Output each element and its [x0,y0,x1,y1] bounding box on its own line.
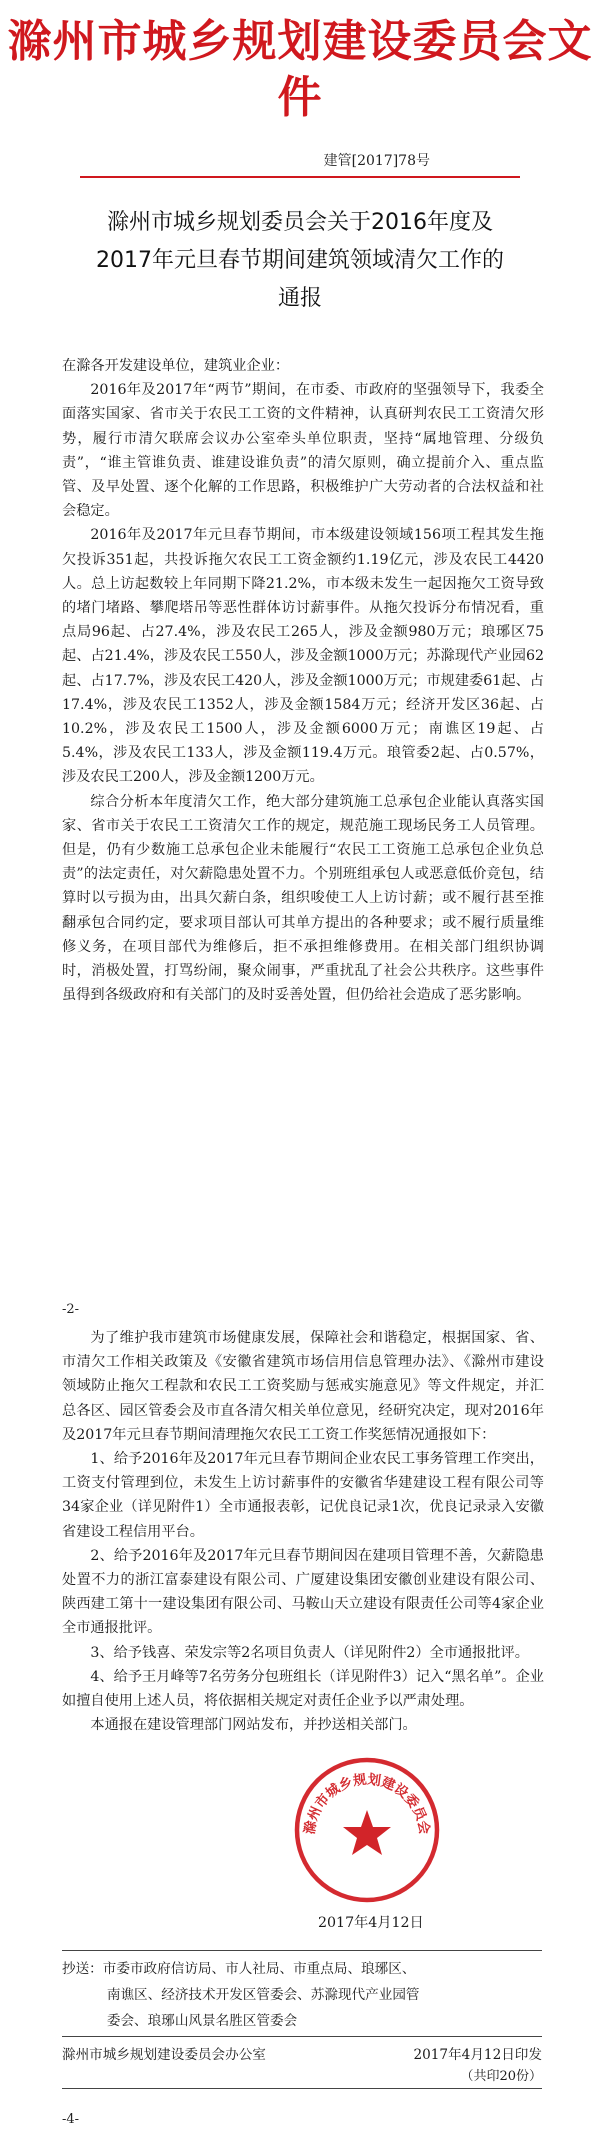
official-seal-icon [292,1755,442,1905]
issuing-office: 滁州市城乡规划建设委员会办公室 [62,2047,266,2063]
document-number: 建管[2017]78号 [323,153,430,169]
cc-block [62,1956,542,2034]
paragraph: 本通报在建设管理部门网站发布，并抄送相关部门。 [90,1717,417,1734]
masthead: 滁州市城乡规划建设委员会文件 [7,16,593,123]
page-number: -2- [62,1302,80,1317]
paragraph: 2016年及2017年“两节”期间，在市委、市政府的坚强领导下，我委全面落实国家、省市关于农民工工资的文件精神，认真研判农民工工资清欠形势，履行市清欠联席会议办公室牵头单位职责，坚持“属地管理、分级负责”，“谁主管谁负责、谁建设谁负责”的清欠原则，确立提前介入、重点监管、及早处置、逐个化解的工作思路，积极维护广大劳动者的合法权益和社会稳定。 [62,382,544,520]
cc-line: 南谯区、经济技术开发区管委会、苏滁现代产业园管 [106,1987,420,2003]
page-number: -4- [62,2112,80,2127]
cc-label: 抄送： [62,1961,103,1977]
paragraph: 3、给予钱喜、荣发宗等2名项目负责人（详见附件2）全市通报批评。 [90,1644,529,1661]
divider-line [62,2088,542,2089]
cc-line: 市委市政府信访局、市人社局、市重点局、琅琊区、 [102,1961,416,1977]
salutation: 在滁各开发建设单位，建筑业企业： [62,358,290,374]
paragraph: 4、给予王月峰等7名劳务分包班组长（详见附件3）记入“黑名单”。企业如擅自使用上述人员，将依据相关规定对责任企业予以严肃处理。 [62,1668,544,1710]
body-section-2 [62,1326,544,1737]
paragraph: 综合分析本年度清欠工作，绝大部分建筑施工总承包企业能认真落实国家、省市关于农民工工资清欠工作的规定，规范施工现场民务工人员管理。但是，仍有少数施工总承包企业未能履行“农民工工资施工总承包企业负总责”的法定责任，对欠薪隐患处置不力。个别班组承包人或恶意低价竞包，结算时以亏损为由，出具欠薪白条，组织唆使工人上访讨薪；或不履行甚至推翻承包合同约定，要求项目部认可其单方提出的各种要求；或不履行质量维修义务，在项目部代为维修后，拒不承担维修费用。在相关部门组织协调时，消极处置，打骂纷闹，聚众闹事，严重扰乱了社会公共秩序。这些事件虽得到各级政府和有关部门的及时妥善处置，但仍给社会造成了恶劣影响。 [62,793,544,1004]
paragraph: 1、给予2016年及2017年元旦春节期间企业农民工事务管理工作突出，工资支付管理到位，未发生上访讨薪事件的安徽省华建建设工程有限公司等34家企业（详见附件1）全市通报表彰，记优良记录1次，优良记录录入安徽省建设工程信用平台。 [62,1451,544,1540]
document-title: 滁州市城乡规划委员会关于2016年度及2017年元旦春节期间建筑领域清欠工作的通报 [96,210,504,311]
body-section-1 [62,354,544,1007]
seal-text: 滁州市城乡规划建设委员会 [301,1771,433,1836]
issue-date: 2017年4月12日 [318,1915,424,1931]
paragraph: 2、给予2016年及2017年元旦春节期间因在建项目管理不善，欠薪隐患处置不力的浙江富泰建设有限公司、广厦建设集团安徽创业建设有限公司、陕西建工第十一建设集团有限公司、马鞍山天立建设有限责任公司等4家企业全市通报批评。 [62,1547,544,1637]
divider-line [62,1950,542,1951]
paragraph: 为了维护我市建筑市场健康发展，保障社会和谐稳定，根据国家、省、市清欠工作相关政策及《安徽省建筑市场信用信息管理办法》、《滁州市建设领域防止拖欠工程款和农民工工资奖励与惩戒实施意见》等文件规定，并汇总各区、园区管委会及市直各清欠相关单位意见，经研究决定，现对2016年及2017年元旦春节期间清理拖欠农民工工资工作奖惩情况通报如下： [62,1330,544,1443]
copy-count: （共印20份） [460,2069,542,2084]
paragraph: 2016年及2017年元旦春节期间，市本级建设领域156项工程其发生拖欠投诉351起，共投诉拖欠农民工工资金额约1.19亿元，涉及农民工4420人。总上访起数较上年同期下降21.2%，市本级未发生一起因拖欠工资导致的堵门堵路、攀爬塔吊等恶性群体访讨薪事件。从拖欠投诉分布情况看，重点局96起、占27.4%，涉及农民工265人，涉及金额980万元；琅琊区75起、占21.4%，涉及农民工550人，涉及金额1000万元；苏滁现代产业园62起、占17.7%，涉及农民工420人，涉及金额1000万元；市规建委61起、占17.4%，涉及农民工1352人，涉及金额1584万元；经济开发区36起、占10.2%，涉及农民工1500人，涉及金额6000万元；南谯区19起、占5.4%，涉及农民工133人，涉及金额119.4万元。琅管委2起、占0.57%，涉及农民工200人，涉及金额1200万元。 [62,527,544,786]
red-divider [80,176,520,178]
print-date: 2017年4月12日印发 [413,2047,542,2063]
divider-line [62,2036,542,2037]
cc-line: 委会、琅琊山风景名胜区管委会 [106,2013,298,2029]
